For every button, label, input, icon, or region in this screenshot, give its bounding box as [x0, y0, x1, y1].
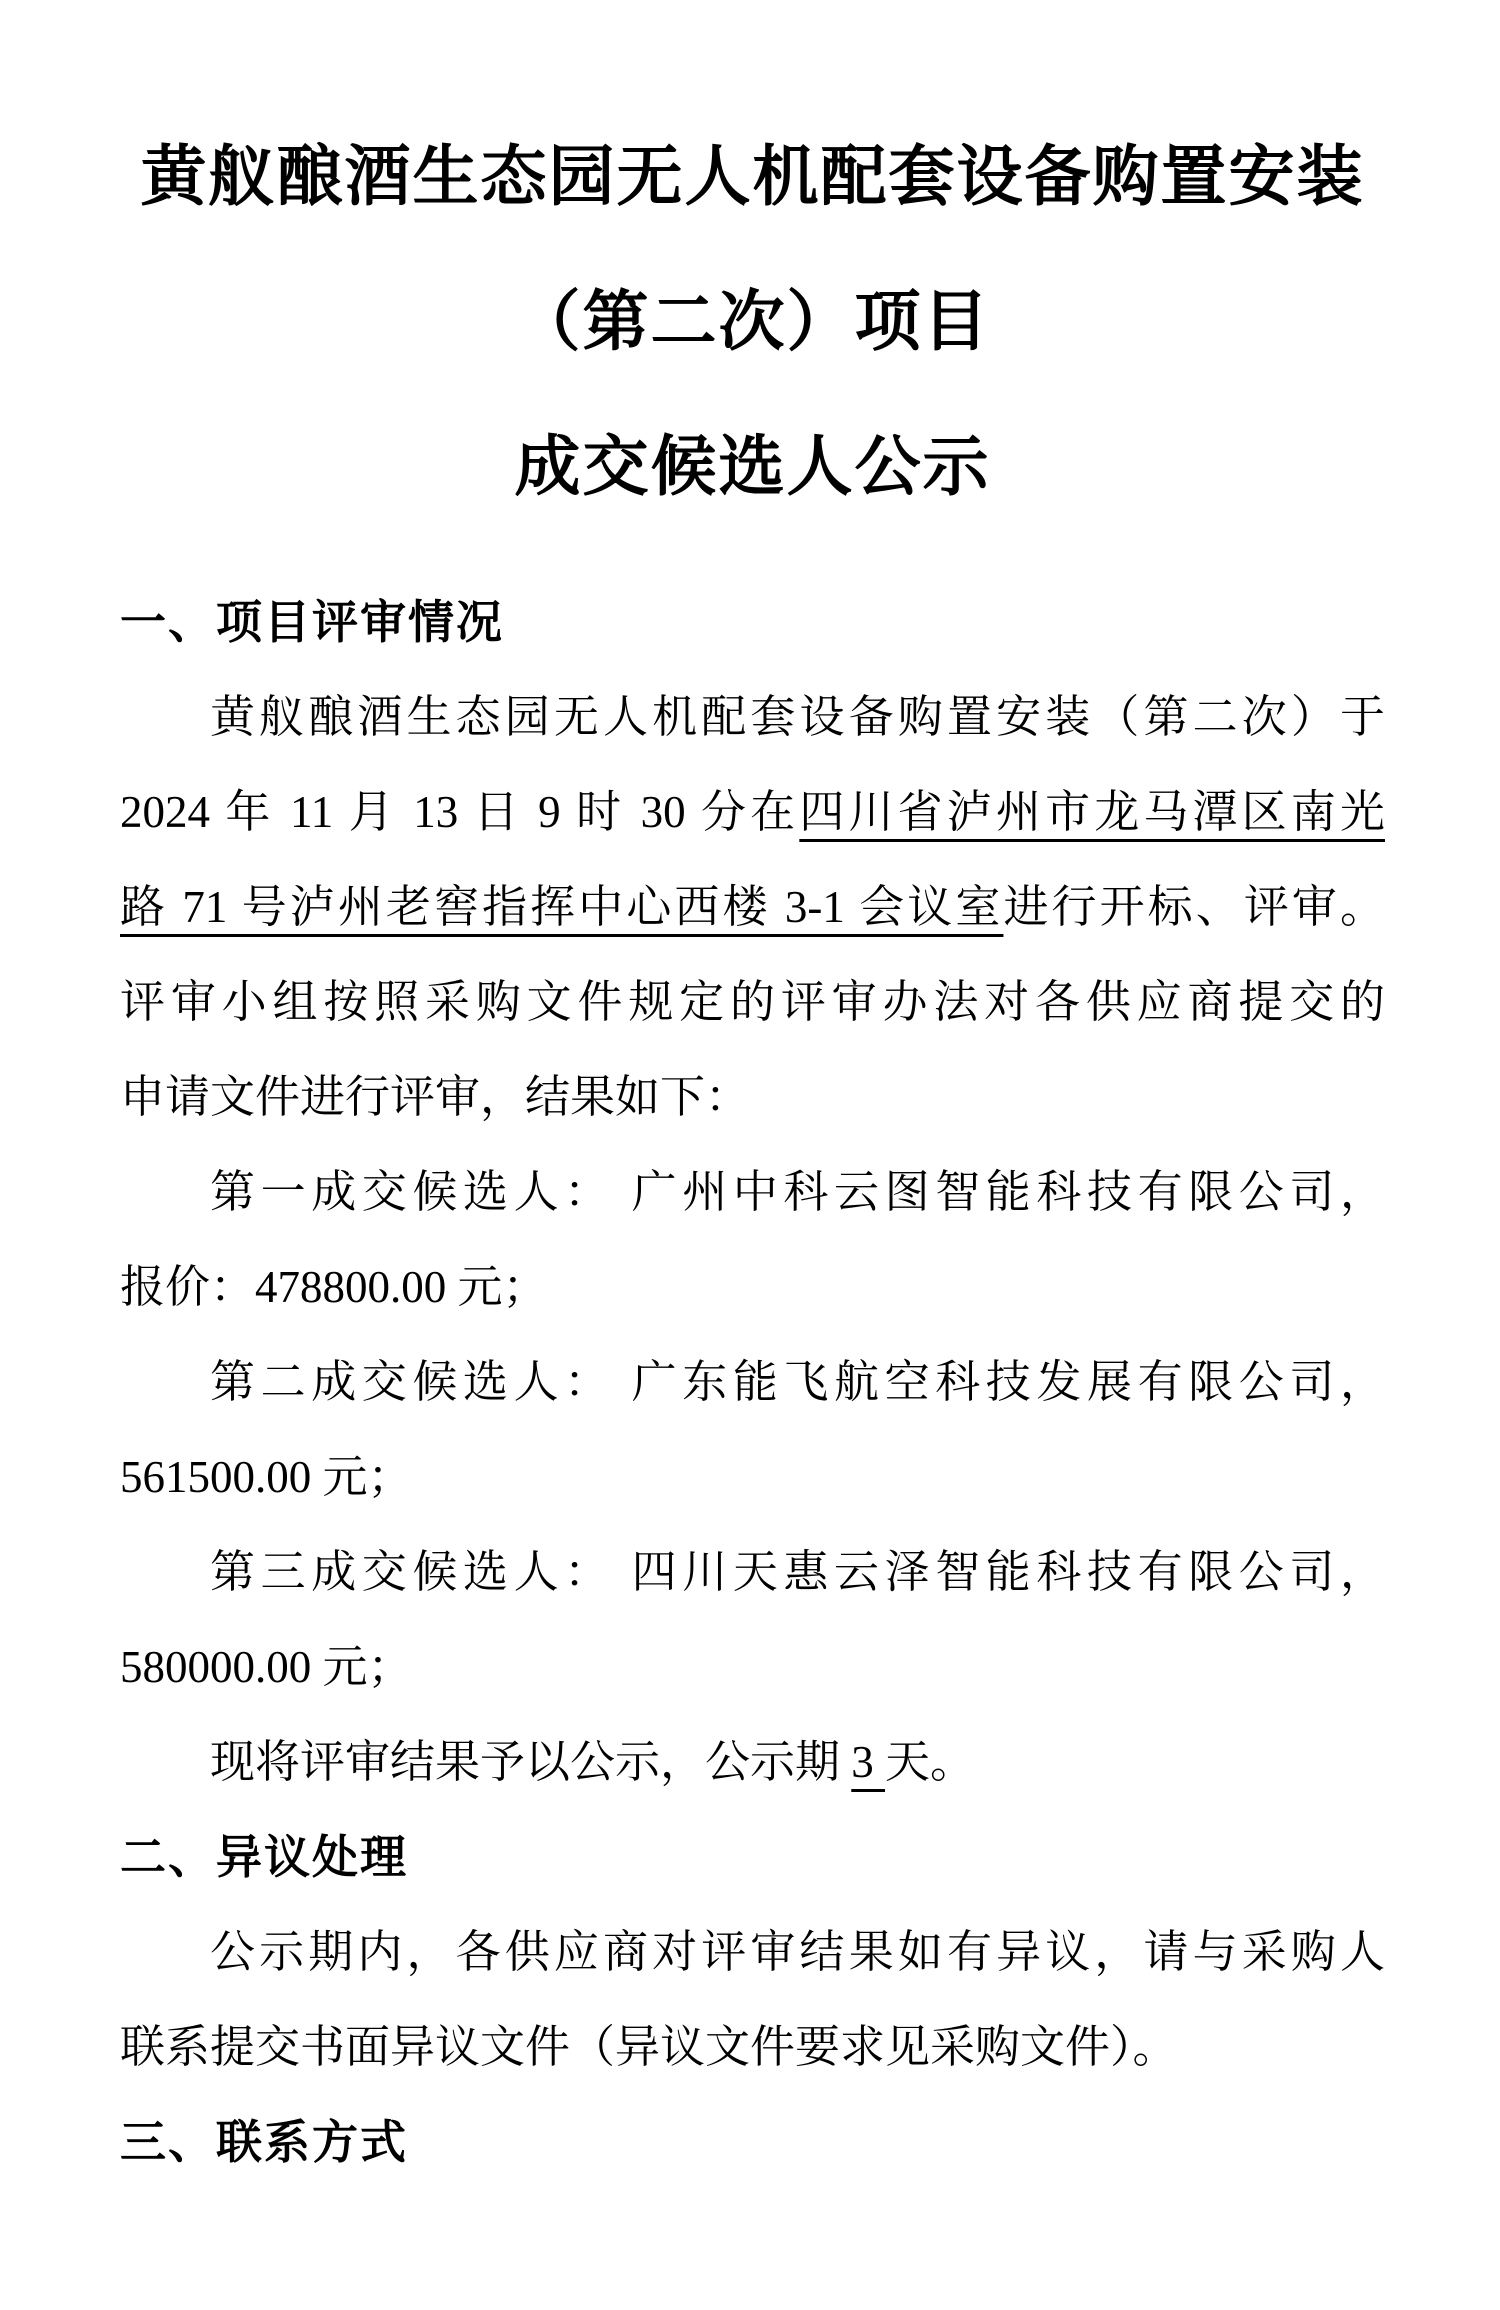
underlined-text: 四川省泸州市龙马潭区南光: [799, 787, 1385, 837]
title-line-1: 黄舣酿酒生态园无人机配套设备购置安装: [140, 141, 1365, 214]
document-line: [120, 765, 1385, 860]
document-body: [120, 575, 1385, 2190]
document-line: [120, 670, 1385, 765]
text-run: 580000.00 元；: [120, 1642, 413, 1692]
text-run: 申请文件进行评审，结果如下：: [120, 1072, 751, 1122]
text-run: 第三成交候选人： 四川天惠云泽智能科技有限公司，: [210, 1547, 1385, 1597]
title-line-3: 成交候选人公示: [514, 431, 991, 504]
text-run: 黄舣酿酒生态园无人机配套设备购置安装（第二次）于: [210, 692, 1385, 742]
underlined-text: 3: [851, 1737, 886, 1787]
document-line: [120, 1335, 1385, 1430]
text-run: 天。: [885, 1737, 976, 1787]
text-run: 2024 年 11 月 13 日 9 时 30 分在: [120, 787, 800, 837]
text-run: 561500.00 元；: [120, 1452, 413, 1502]
document-line: [120, 860, 1385, 955]
text-run: 第二成交候选人： 广东能飞航空科技发展有限公司，: [210, 1357, 1385, 1407]
title-line-2: （第二次）项目: [514, 286, 991, 359]
text-run: 现将评审结果予以公示，公示期: [210, 1737, 852, 1787]
document-line: [120, 1145, 1385, 1240]
document-line: [120, 1715, 1385, 1810]
text-run: 进行开标、评审。: [1003, 882, 1385, 932]
document-line: [120, 1905, 1385, 2000]
section-heading: 三、联系方式: [120, 2117, 408, 2168]
text-run: 评审小组按照采购文件规定的评审办法对各供应商提交的: [120, 977, 1385, 1027]
document-title: [120, 105, 1385, 540]
text-run: 报价：478800.00 元；: [120, 1262, 548, 1312]
text-run: 联系提交书面异议文件（异议文件要求见采购文件）。: [120, 2022, 1178, 2072]
document-line: [120, 2000, 1385, 2095]
document-line: [120, 955, 1385, 1050]
document-line: [120, 1620, 1385, 1715]
text-run: 公示期内，各供应商对评审结果如有异议，请与采购人: [210, 1927, 1385, 1977]
document-line: [120, 1430, 1385, 1525]
document-line: [120, 1240, 1385, 1335]
section-heading: 一、项目评审情况: [120, 597, 504, 648]
document-line: [120, 1050, 1385, 1145]
document-line: [120, 1525, 1385, 1620]
underlined-text: 路 71 号泸州老窖指挥中心西楼 3-1 会议室: [120, 882, 1004, 932]
text-run: 第一成交候选人： 广州中科云图智能科技有限公司，: [210, 1167, 1385, 1217]
section-heading: 二、异议处理: [120, 1832, 408, 1883]
